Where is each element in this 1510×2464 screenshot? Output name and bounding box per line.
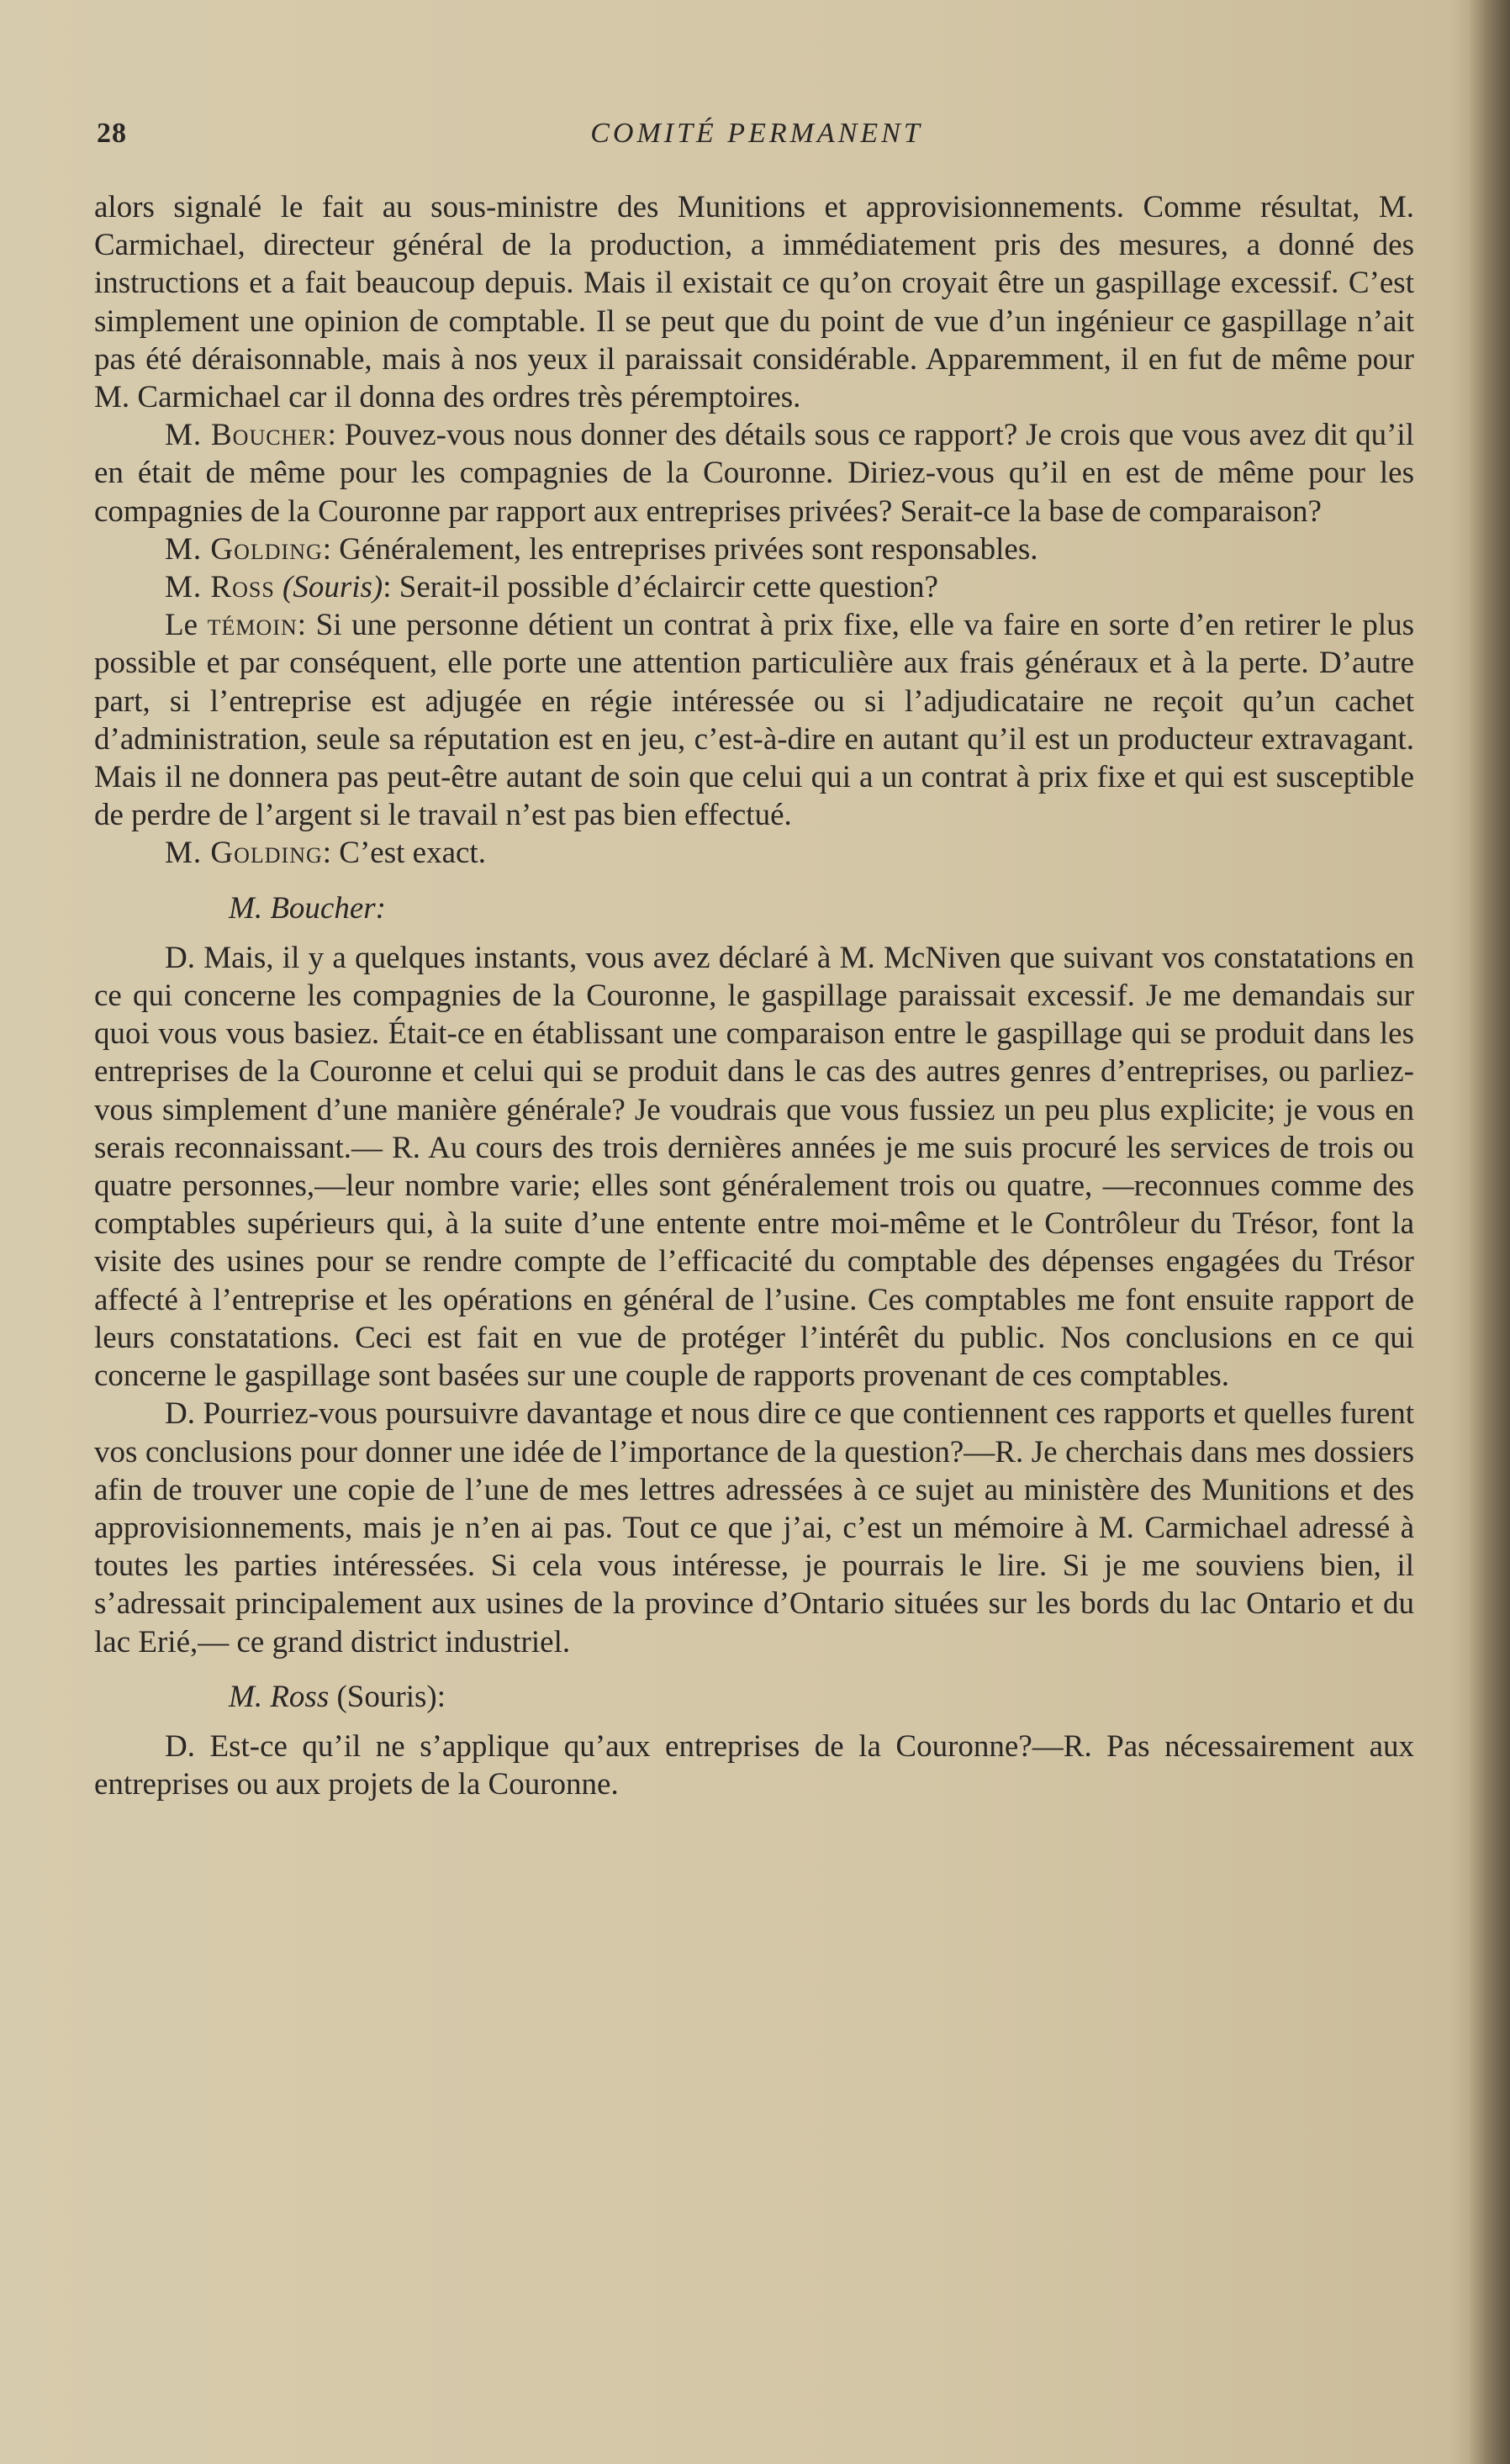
speech-text: : Généralement, les entreprises privées sont responsables. [322,531,1038,567]
page-number: 28 [97,118,127,149]
speech-text: : Serait-il possible d’éclaircir cette question? [383,570,938,605]
paragraph-continuation: alors signalé le fait au sous-ministre des Munitions et approvisionnements. Comme résultat, M. Carmichael, directeur général de la production, a immédiatement pris des mesures, a donné des instructions et a fait beaucoup depuis. Mais il existait ce qu’on croyait être un gaspillage excessif. C’est simplement une opinion de comptable. Il se peut que du point de vue d’un ingénieur ce gaspillage n’ait pas été déraisonnable, mais à nos yeux il paraissait considérable. Apparemment, il en fut de même pour M. Carmichael car il donna des ordres très péremptoires. [94,190,1414,415]
transcript-body [94,188,1414,1803]
page-header [97,118,1417,160]
speaker-name: M. Golding [165,531,323,567]
book-spine-shadow [1470,0,1510,2464]
paragraph-qa-2: D. Pourriez-vous poursuivre davantage et nous dire ce que contiennent ces rapports et quelles furent vos conclusions pour donner une idée de l’importance de la question?—R. Je cherchais dans mes dossiers afin de trouver une copie de l’une de mes lettres adressées à ce sujet au ministère des Munitions et des approvisionnements, mais je n’en ai pas. Tout ce que j’ai, c’est un mémoire à M. Carmichael adressé à toutes les parties intéressées. Si cela vous intéresse, je pourrais le lire. Si je me souviens bien, il s’adressait principalement aux usines de la province d’Ontario situées sur les bords du lac Ontario et du lac Erié,— ce grand district industriel. [94,1396,1414,1659]
section-heading-boucher: M. Boucher: [229,890,386,926]
section-heading-ross [94,1678,1414,1716]
speech-text: : Si une personne détient un contrat à prix fixe, elle va faire en sorte d’en retirer le plus possible et par conséquent, elle porte une attention particulière aux frais généraux et à la perte. D’autre part, si l’entreprise est adjugée en régie intéressée ou si l’adjudicataire ne reçoit qu’un cachet d’administration, seule sa réputation est en jeu, c’est-à-dire en autant qu’il est un producteur extravagant. Mais il ne donnera pas peut-être autant de soin que celui qui a un contrat à prix fixe et qui est susceptible de perdre de l’argent si le travail n’est pas bien effectué. [94,608,1414,833]
speech-text: : Pouvez-vous nous donner des détails sous ce rapport? Je crois que vous avez dit qu’il en était de même pour les compagnies de la Couronne. Diriez-vous qu’il en est de même pour les compagnies de la Couronne par rapport aux entreprises privées? Serait-ce la base de comparaison? [94,418,1414,529]
paragraph-qa-3: D. Est-ce qu’il ne s’applique qu’aux entreprises de la Couronne?—R. Pas nécessairement aux entreprises ou aux projets de la Couronne. [94,1728,1414,1802]
speech-text: : C’est exact. [322,836,486,871]
paragraph-witness-answer [94,606,1414,834]
speaker-name: M. Ross [165,570,275,605]
speaker-name: M. Golding [165,836,323,871]
speaker-prefix: Le [165,608,198,643]
paragraph-qa-1: D. Mais, il y a quelques instants, vous avez déclaré à M. McNiven que suivant vos constatations en ce qui concerne les compagnies de la Couronne, le gaspillage paraissait excessif. Je me demandais sur quoi vous vous basiez. Était-ce en établissant une comparaison entre le gaspillage qui se produit dans les entreprises de la Couronne et celui qui se produit dans le cas des autres genres d’entreprises, ou parliez-vous simplement d’une manière générale? Je voudrais que vous fussiez un peu plus explicite; je vous en serais reconnaissant.— R. Au cours des trois dernières années je me suis procuré les services de trois ou quatre personnes,—leur nombre varie; elles sont généralement trois ou quatre, —reconnues comme des comptables supérieurs qui, à la suite d’une entente entre moi-même et le Contrôleur du Trésor, font la visite des usines pour se rendre compte de l’efficacité du comptable des dépenses engagées du Trésor affecté à l’entreprise et les opérations en général de l’usine. Ces comptables me font ensuite rapport de leurs constatations. Ceci est fait en vue de protéger l’intérêt du public. Nos conclusions en ce qui concerne le gaspillage sont basées sur une couple de rapports provenant de ces comptables. [94,940,1414,1394]
speaker-riding: (Souris) [282,570,383,605]
running-head: COMITÉ PERMANENT [590,118,923,149]
heading-riding: (Souris): [336,1679,446,1714]
paragraph-golding-confirm [94,834,1414,872]
paragraph-golding-reply [94,530,1414,568]
paragraph-ross-question [94,568,1414,606]
heading-name: M. Ross [229,1679,330,1714]
speaker-name: M. Boucher [165,418,328,453]
speaker-name: témoin [207,608,298,643]
paragraph-boucher-question [94,416,1414,530]
